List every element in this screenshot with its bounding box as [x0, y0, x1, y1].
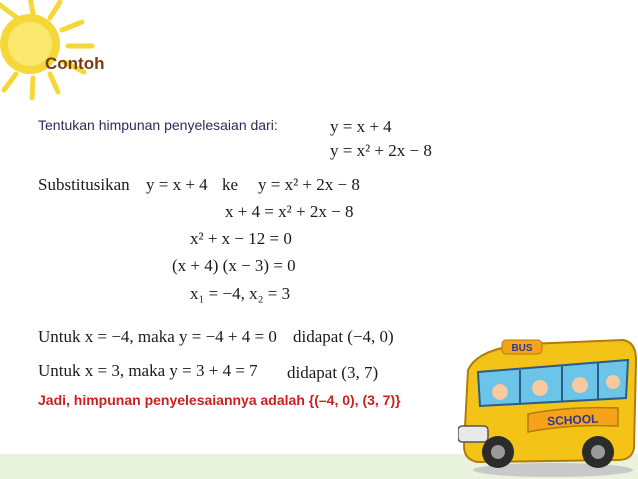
- bus-sign: BUS: [511, 343, 533, 354]
- slide-title: Contoh: [45, 54, 105, 73]
- school-bus-icon: [458, 330, 638, 479]
- system-equation-2: y = x² + 2x − 8: [330, 141, 432, 160]
- case-1-result: didapat (−4, 0): [293, 327, 394, 346]
- case-1-equation: Untuk x = −4, maka y = −4 + 4 = 0: [38, 327, 277, 346]
- case-2-equation: Untuk x = 3, maka y = 3 + 4 = 7: [38, 361, 258, 380]
- solution-step-4: x₁ = −4, x₂ = 3: [190, 284, 291, 303]
- conclusion-text: Jadi, himpunan penyelesaiannya adalah {(–4, 0), (3, 7)}: [38, 392, 401, 408]
- case-2-result: didapat (3, 7): [287, 363, 379, 382]
- sun-icon: [0, 0, 140, 100]
- substitute-right-equation: y = x² + 2x − 8: [258, 175, 360, 194]
- problem-prompt: Tentukan himpunan penyelesaian dari:: [38, 117, 278, 133]
- solution-step-3: (x + 4) (x − 3) = 0: [172, 256, 296, 275]
- solution-step-1: x + 4 = x² + 2x − 8: [225, 202, 354, 221]
- substitute-left-equation: y = x + 4: [146, 175, 208, 194]
- substitute-label: Substitusikan: [38, 175, 130, 194]
- substitute-into-word: ke: [222, 175, 239, 194]
- bus-banner: SCHOOL: [546, 411, 599, 429]
- system-equation-1: y = x + 4: [330, 117, 392, 136]
- solution-step-2: x² + x − 12 = 0: [190, 229, 292, 248]
